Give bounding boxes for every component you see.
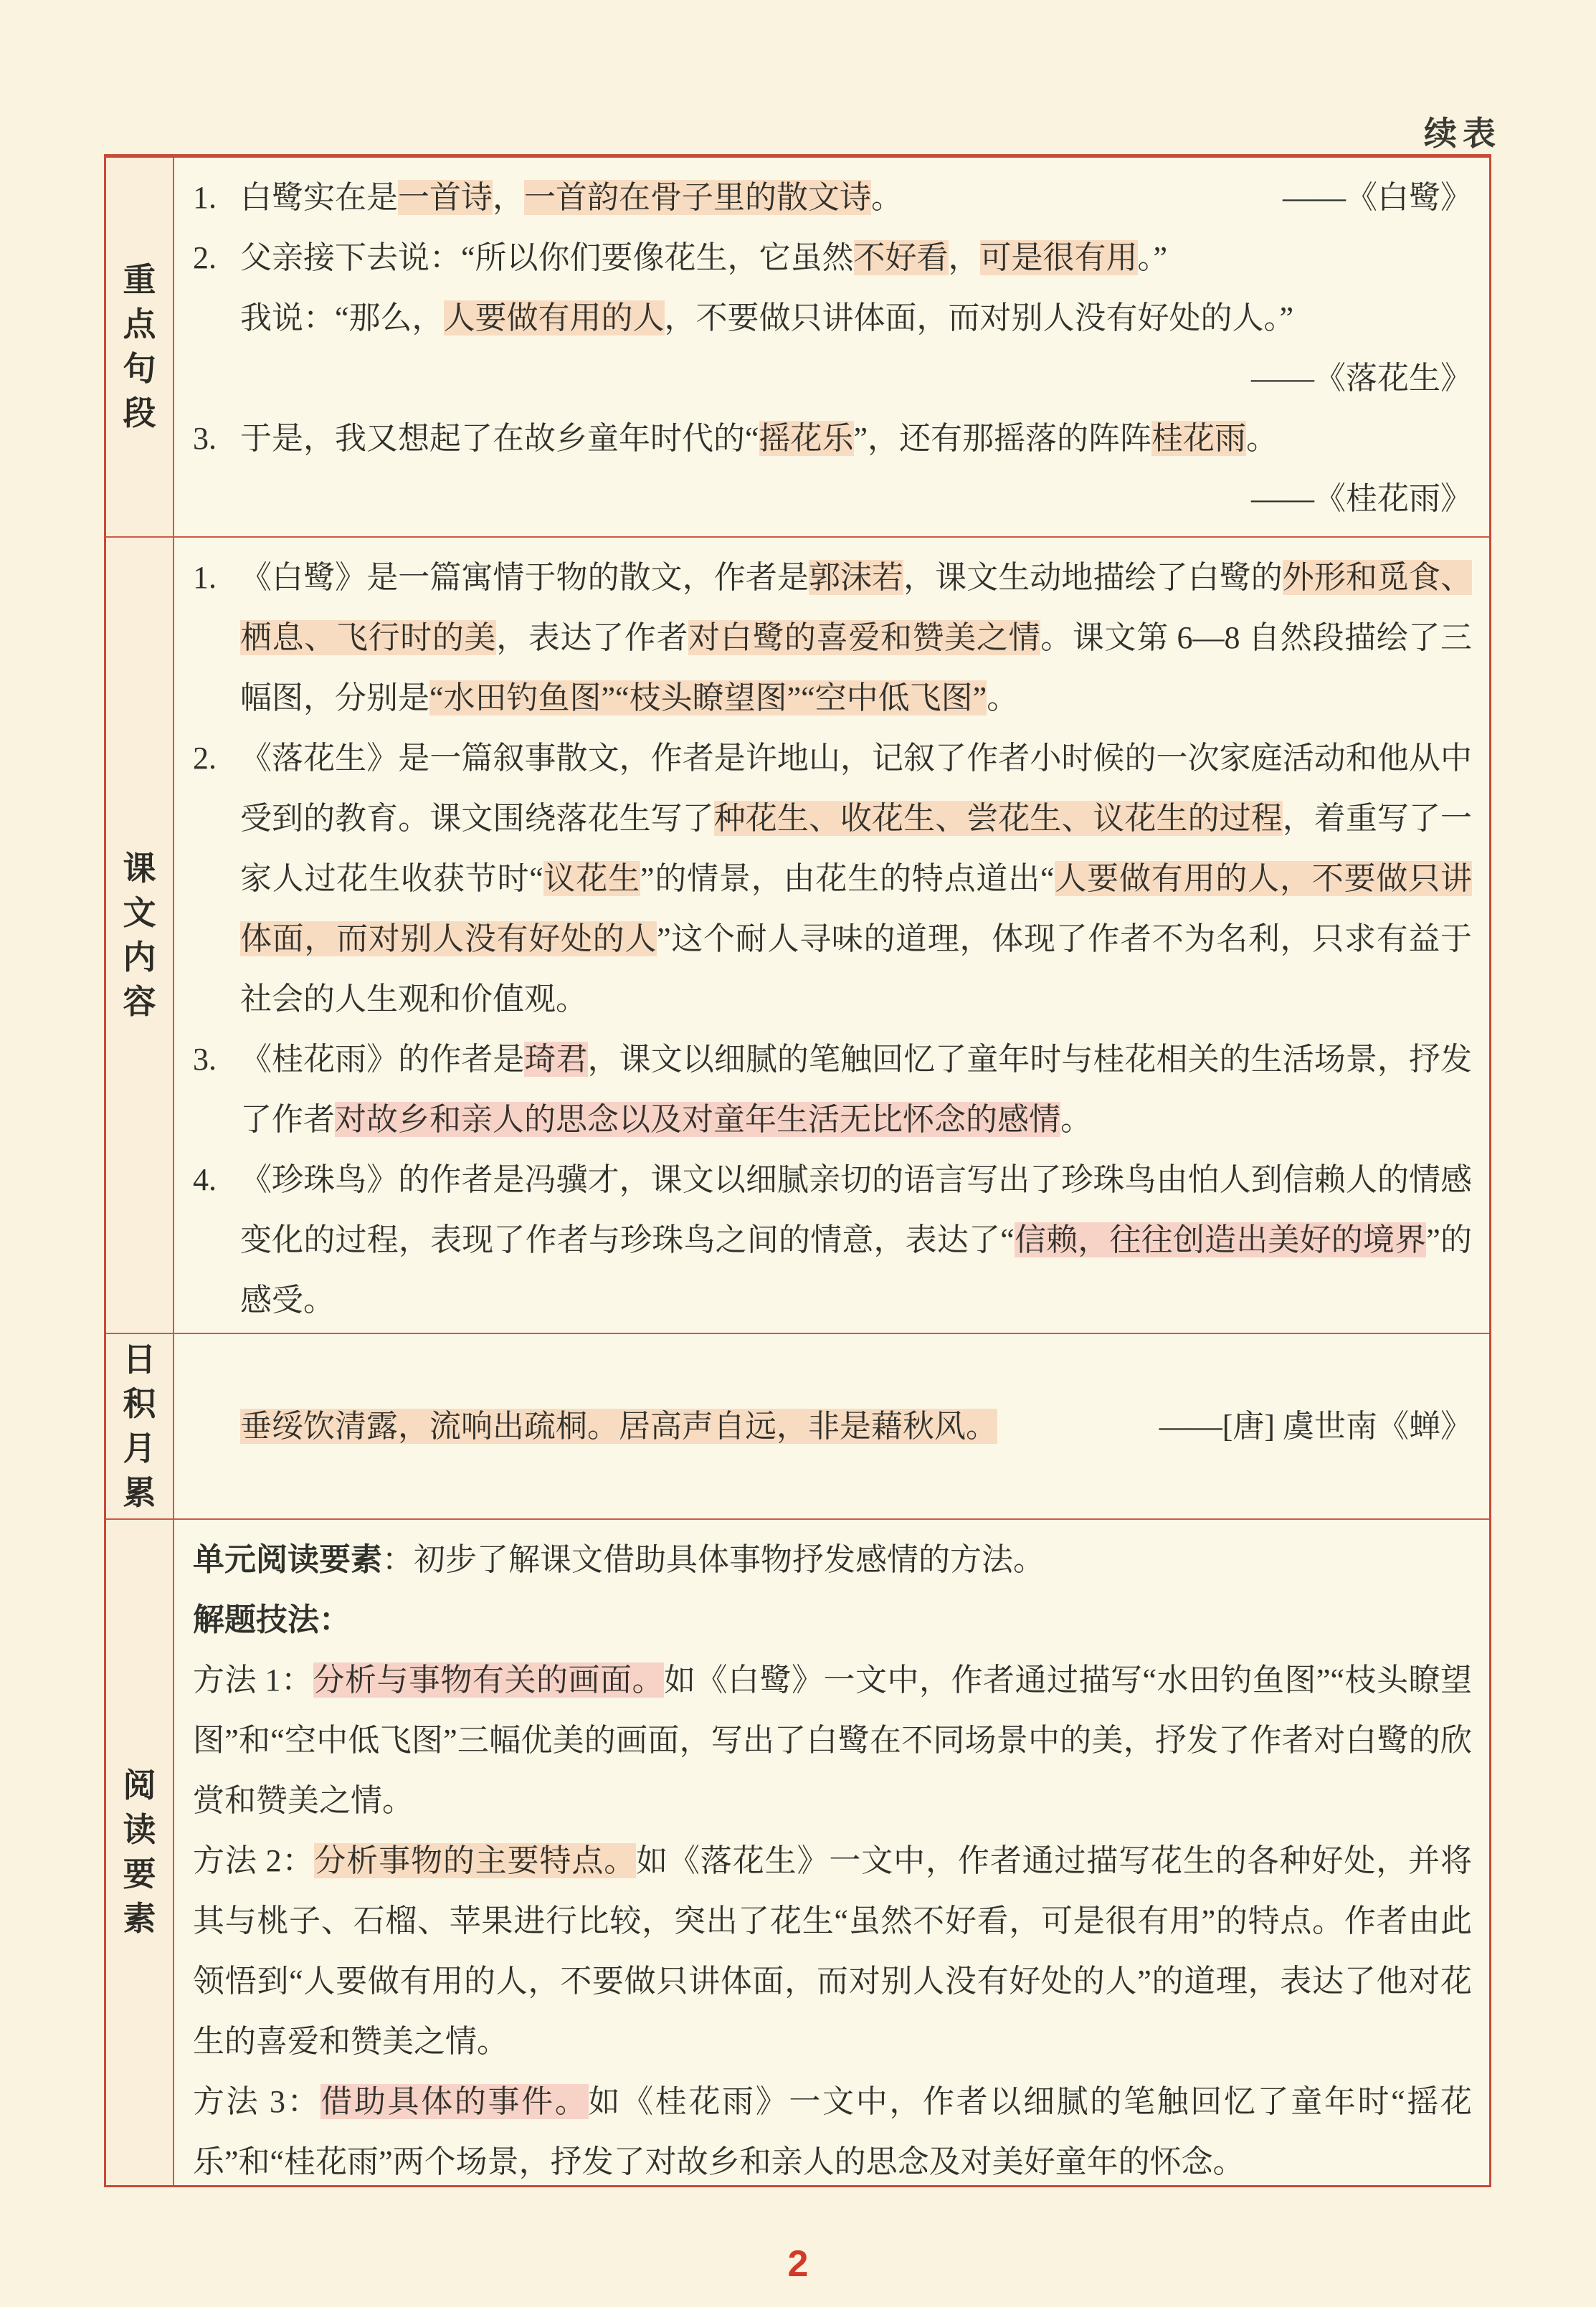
item-number: 2. xyxy=(193,240,217,275)
text-segment: ，不要做只讲体面，而对别人没有好处的人。” xyxy=(664,300,1294,336)
text-segment: 于是，我又想起了在故乡童年时代的“ xyxy=(240,421,759,456)
row-header-daily xyxy=(106,1334,174,1518)
text-segment: 方法 3： xyxy=(193,2084,321,2119)
highlight-segment: 分析与事物有关的画面。 xyxy=(313,1663,664,1698)
row-header-char: 阅 xyxy=(123,1767,156,1804)
highlight-segment: 桂花雨 xyxy=(1151,421,1247,456)
study-table xyxy=(104,154,1491,2187)
highlight-segment: 一首韵在骨子里的散文诗 xyxy=(524,180,871,215)
row-header-char: 要 xyxy=(123,1856,156,1893)
row-header-char: 素 xyxy=(123,1901,156,1937)
text-segment: 如《落花生》一文中，作者通过描写花生的各种好处，并将其与桃子、石榴、苹果进行比较，突出了花生“虽然不好看，可是很有用”的特点。作者由此领悟到“人要做有用的人，不要做只讲体面，而对别人没有好处的人”的道理，表达了他对花生的喜爱和赞美之情。 xyxy=(193,1843,1472,2059)
list-item xyxy=(193,1530,1472,1590)
page-number: 2 xyxy=(787,2243,809,2285)
highlight-segment: 郭沫若 xyxy=(808,560,904,595)
row-header-char: 句 xyxy=(123,351,156,387)
text-segment: 单元阅读要素 xyxy=(193,1542,382,1577)
highlight-segment: 琦君 xyxy=(524,1042,588,1077)
table-row-key-sentences xyxy=(106,158,1489,536)
list-item xyxy=(193,168,1472,228)
text-segment: 。课文第 6—8 自然段描绘了三幅图，分别是 xyxy=(240,620,1473,715)
table-row-text-content xyxy=(106,536,1489,1333)
row-header-char: 文 xyxy=(123,894,156,931)
text-segment: 方法 2： xyxy=(193,1843,315,1878)
continued-table-label: 续表 xyxy=(1424,115,1501,152)
list-item xyxy=(193,1029,1472,1150)
text-segment: ：初步了解课文借助具体事物抒发感情的方法。 xyxy=(382,1542,1045,1577)
list-item xyxy=(193,2072,1472,2192)
list-item xyxy=(193,728,1472,1029)
text-segment: ”的情景，由花生的特点道出“ xyxy=(640,861,1055,896)
table-row-reading xyxy=(106,1518,1489,2185)
highlight-segment: 信赖，往往创造出美好的境界 xyxy=(1014,1222,1427,1257)
item-number: 3. xyxy=(193,421,217,456)
text-segment: ——《落花生》 xyxy=(1251,361,1472,396)
highlight-segment: 议花生 xyxy=(543,861,641,896)
text-segment: 我说：“那么， xyxy=(240,300,444,336)
item-number: 2. xyxy=(193,741,217,776)
highlight-segment: 摇花乐 xyxy=(759,421,854,456)
highlight-segment: 人要做有用的人，不要做只讲体面，而对别人没有好处的人 xyxy=(240,861,1473,956)
text-segment: 。” xyxy=(1137,240,1168,275)
list-item xyxy=(193,348,1472,409)
text-segment: 如《白鹭》一文中，作者通过描写“水田钓鱼图”“枝头瞭望图”和“空中低飞图”三幅优美的画面，写出了白鹭在不同场景中的美，抒发了作者对白鹭的欣赏和赞美之情。 xyxy=(193,1663,1473,1818)
row-header-char: 点 xyxy=(123,306,156,343)
list-item xyxy=(193,1590,1472,1650)
highlight-segment: 不好看 xyxy=(853,240,949,275)
text-segment: 。 xyxy=(987,680,1019,715)
row-content-text-content xyxy=(174,538,1489,1333)
text-segment: 方法 1： xyxy=(193,1663,313,1698)
text-segment: ，表达了作者 xyxy=(496,620,689,655)
highlight-segment: 一首诗 xyxy=(398,180,493,215)
table-row-daily xyxy=(106,1333,1489,1518)
text-segment: ， xyxy=(493,180,524,215)
item-number: 3. xyxy=(193,1042,217,1077)
highlight-segment: 借助具体的事件。 xyxy=(320,2084,589,2119)
text-segment: 。 xyxy=(1246,421,1278,456)
row-header-char: 内 xyxy=(123,938,156,976)
list-item xyxy=(193,1397,1472,1457)
row-header-text-content xyxy=(106,538,174,1333)
row-content-key-sentences xyxy=(174,158,1489,536)
row-content-daily xyxy=(174,1334,1489,1518)
highlight-segment: 可是很有用 xyxy=(979,240,1138,275)
text-segment: ”这个耐人寻味的道理，体现了作者不为名利，只求有益于社会的人生观和价值观。 xyxy=(240,921,1473,1017)
text-segment: ， xyxy=(948,240,980,275)
row-header-char: 段 xyxy=(123,395,156,432)
text-segment: 。 xyxy=(1060,1102,1092,1137)
text-segment: ，课文生动地描绘了白鹭的 xyxy=(903,560,1283,595)
highlight-segment: 人要做有用的人 xyxy=(443,300,665,336)
highlight-segment: 对故乡和亲人的思念以及对童年生活无比怀念的感情 xyxy=(335,1102,1060,1137)
row-header-char: 积 xyxy=(123,1385,156,1422)
text-segment: ，着重写了一家人过花生收获节时“ xyxy=(240,801,1473,896)
list-item xyxy=(193,1650,1472,1831)
text-segment: ，课文以细腻的笔触回忆了童年时与桂花相关的生活场景，抒发了作者 xyxy=(240,1042,1473,1137)
row-header-char: 容 xyxy=(123,983,156,1020)
highlight-segment: 种花生、收花生、尝花生、议花生的过程 xyxy=(713,801,1283,836)
row-header-char: 重 xyxy=(123,262,156,298)
row-header-reading xyxy=(106,1520,174,2185)
highlight-segment: 垂绥饮清露，流响出疏桐。居高声自远，非是藉秋风。 xyxy=(240,1408,997,1444)
list-item xyxy=(193,469,1472,529)
row-header-key-sentences xyxy=(106,158,174,536)
highlight-segment: “水田钓鱼图”“枝头瞭望图”“空中低飞图” xyxy=(429,680,987,715)
text-segment: 父亲接下去说：“所以你们要像花生，它虽然 xyxy=(240,240,854,275)
list-item xyxy=(193,548,1472,728)
highlight-segment: 对白鹭的喜爱和赞美之情 xyxy=(688,620,1041,655)
item-number: 1. xyxy=(193,180,217,215)
row-header-char: 累 xyxy=(123,1474,156,1511)
list-item xyxy=(193,409,1472,469)
text-segment: 《桂花雨》的作者是 xyxy=(240,1042,525,1077)
item-number: 4. xyxy=(193,1162,217,1197)
highlight-segment: 分析事物的主要特点。 xyxy=(314,1843,637,1878)
text-segment: ——《桂花雨》 xyxy=(1251,481,1472,516)
text-segment: 《白鹭》是一篇寓情于物的散文，作者是 xyxy=(240,560,809,595)
list-item xyxy=(193,288,1472,348)
text-segment: 解题技法： xyxy=(193,1602,351,1637)
text-segment: 白鹭实在是 xyxy=(240,180,398,215)
list-item xyxy=(193,1831,1472,2072)
item-number: 1. xyxy=(193,560,217,595)
text-segment: ”的感受。 xyxy=(240,1222,1473,1318)
row-header-char: 月 xyxy=(123,1430,156,1467)
row-header-char: 读 xyxy=(123,1812,156,1848)
list-item xyxy=(193,1150,1472,1331)
text-segment: ”，还有那摇落的阵阵 xyxy=(853,421,1152,456)
list-item xyxy=(193,228,1472,288)
text-segment: 《珍珠鸟》的作者是冯骥才，课文以细腻亲切的语言写出了珍珠鸟由怕人到信赖人的情感变化的过程，表现了作者与珍珠鸟之间的情意，表达了“ xyxy=(240,1162,1472,1257)
row-content-reading xyxy=(174,1520,1489,2185)
source-reference: ——《白鹭》 xyxy=(1283,180,1472,215)
row-header-char: 日 xyxy=(123,1341,156,1378)
text-segment: 如《桂花雨》一文中，作者以细腻的笔触回忆了童年时“摇花乐”和“桂花雨”两个场景，抒发了对故乡和亲人的思念及对美好童年的怀念。 xyxy=(193,2084,1473,2179)
row-header-char: 课 xyxy=(123,850,156,887)
text-segment: 。 xyxy=(871,180,903,215)
highlight-segment: 外形和觅食、栖息、飞行时的美 xyxy=(240,560,1473,655)
text-segment: 《落花生》是一篇叙事散文，作者是许地山，记叙了作者小时候的一次家庭活动和他从中受到的教育。课文围绕落花生写了 xyxy=(240,741,1472,836)
source-reference: ——[唐] 虞世南《蝉》 xyxy=(1159,1408,1472,1444)
